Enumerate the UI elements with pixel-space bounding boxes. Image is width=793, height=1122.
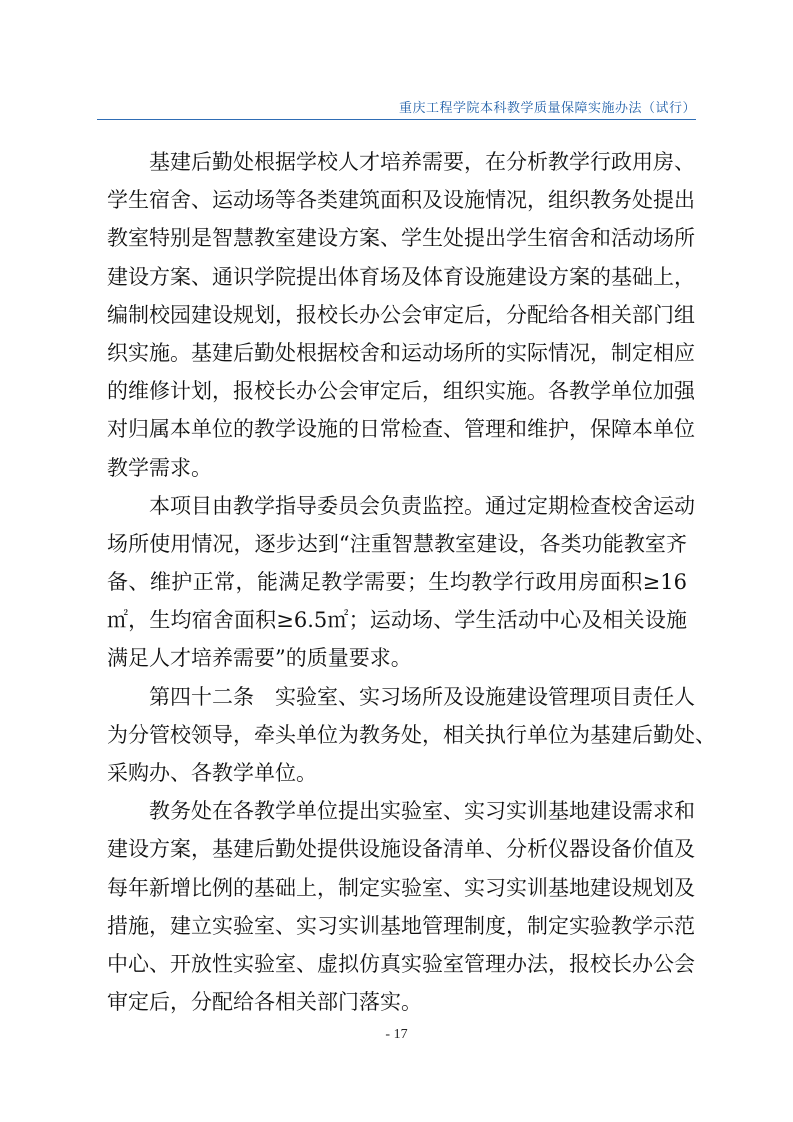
header-divider (97, 119, 696, 120)
paragraph-line: 建设方案、通识学院提出体育场及体育设施建设方案的基础上， (107, 264, 695, 289)
paragraph-line: 教务处在各教学单位提出实验室、实习实训基地建设需求和 (149, 799, 695, 824)
paragraph-line: 织实施。基建后勤处根据校舍和运动场所的实际情况，制定相应 (107, 340, 695, 365)
document-header-title: 重庆工程学院本科教学质量保障实施办法（试行） (398, 101, 696, 116)
paragraph-line: 对归属本单位的教学设施的日常检查、管理和维护，保障本单位 (107, 417, 695, 442)
paragraph-line: 本项目由教学指导委员会负责监控。通过定期检查校舍运动 (149, 493, 695, 518)
paragraph-line: 场所使用情况，逐步达到“注重智慧教室建设，各类功能教室齐 (107, 531, 687, 556)
paragraph-line: 教学需求。 (107, 455, 212, 480)
page-number: - 17 (385, 1027, 408, 1042)
paragraph-line: 教室特别是智慧教室建设方案、学生处提出学生宿舍和活动场所 (107, 226, 695, 251)
article-heading-line: 第四十二条 实验室、实习场所及设施建设管理项目责任人 (149, 684, 695, 709)
paragraph-line: 编制校园建设规划，报校长办公会审定后，分配给各相关部门组 (107, 302, 695, 327)
paragraph-line: 学生宿舍、运动场等各类建筑面积及设施情况，组织教务处提出 (107, 188, 695, 213)
paragraph-line: 采购办、各教学单位。 (107, 761, 317, 785)
paragraph-line: 每年新增比例的基础上，制定实验室、实习实训基地建设规划及 (107, 875, 695, 900)
paragraph-line: 的维修计划，报校长办公会审定后，组织实施。各教学单位加强 (107, 379, 695, 404)
paragraph-line: 审定后，分配给各相关部门落实。 (107, 990, 422, 1015)
paragraph-line: 措施，建立实验室、实习实训基地管理制度，制定实验教学示范 (107, 913, 695, 938)
paragraph-line: 满足人才培养需要”的质量要求。 (107, 646, 412, 671)
paragraph-line: 建设方案，基建后勤处提供设施设备清单、分析仪器设备价值及 (107, 837, 695, 862)
paragraph-line: ㎡，生均宿舍面积≥6.5㎡；运动场、学生活动中心及相关设施 (107, 608, 687, 633)
paragraph-line: 备、维护正常，能满足教学需要；生均教学行政用房面积≥16 (107, 570, 687, 595)
paragraph-line: 基建后勤处根据学校人才培养需要，在分析教学行政用房、 (149, 150, 695, 174)
paragraph-line: 为分管校领导，牵头单位为教务处，相关执行单位为基建后勤处、 (107, 722, 716, 747)
paragraph-line: 中心、开放性实验室、虚拟仿真实验室管理办法，报校长办公会 (107, 951, 695, 976)
document-body (107, 143, 716, 1021)
